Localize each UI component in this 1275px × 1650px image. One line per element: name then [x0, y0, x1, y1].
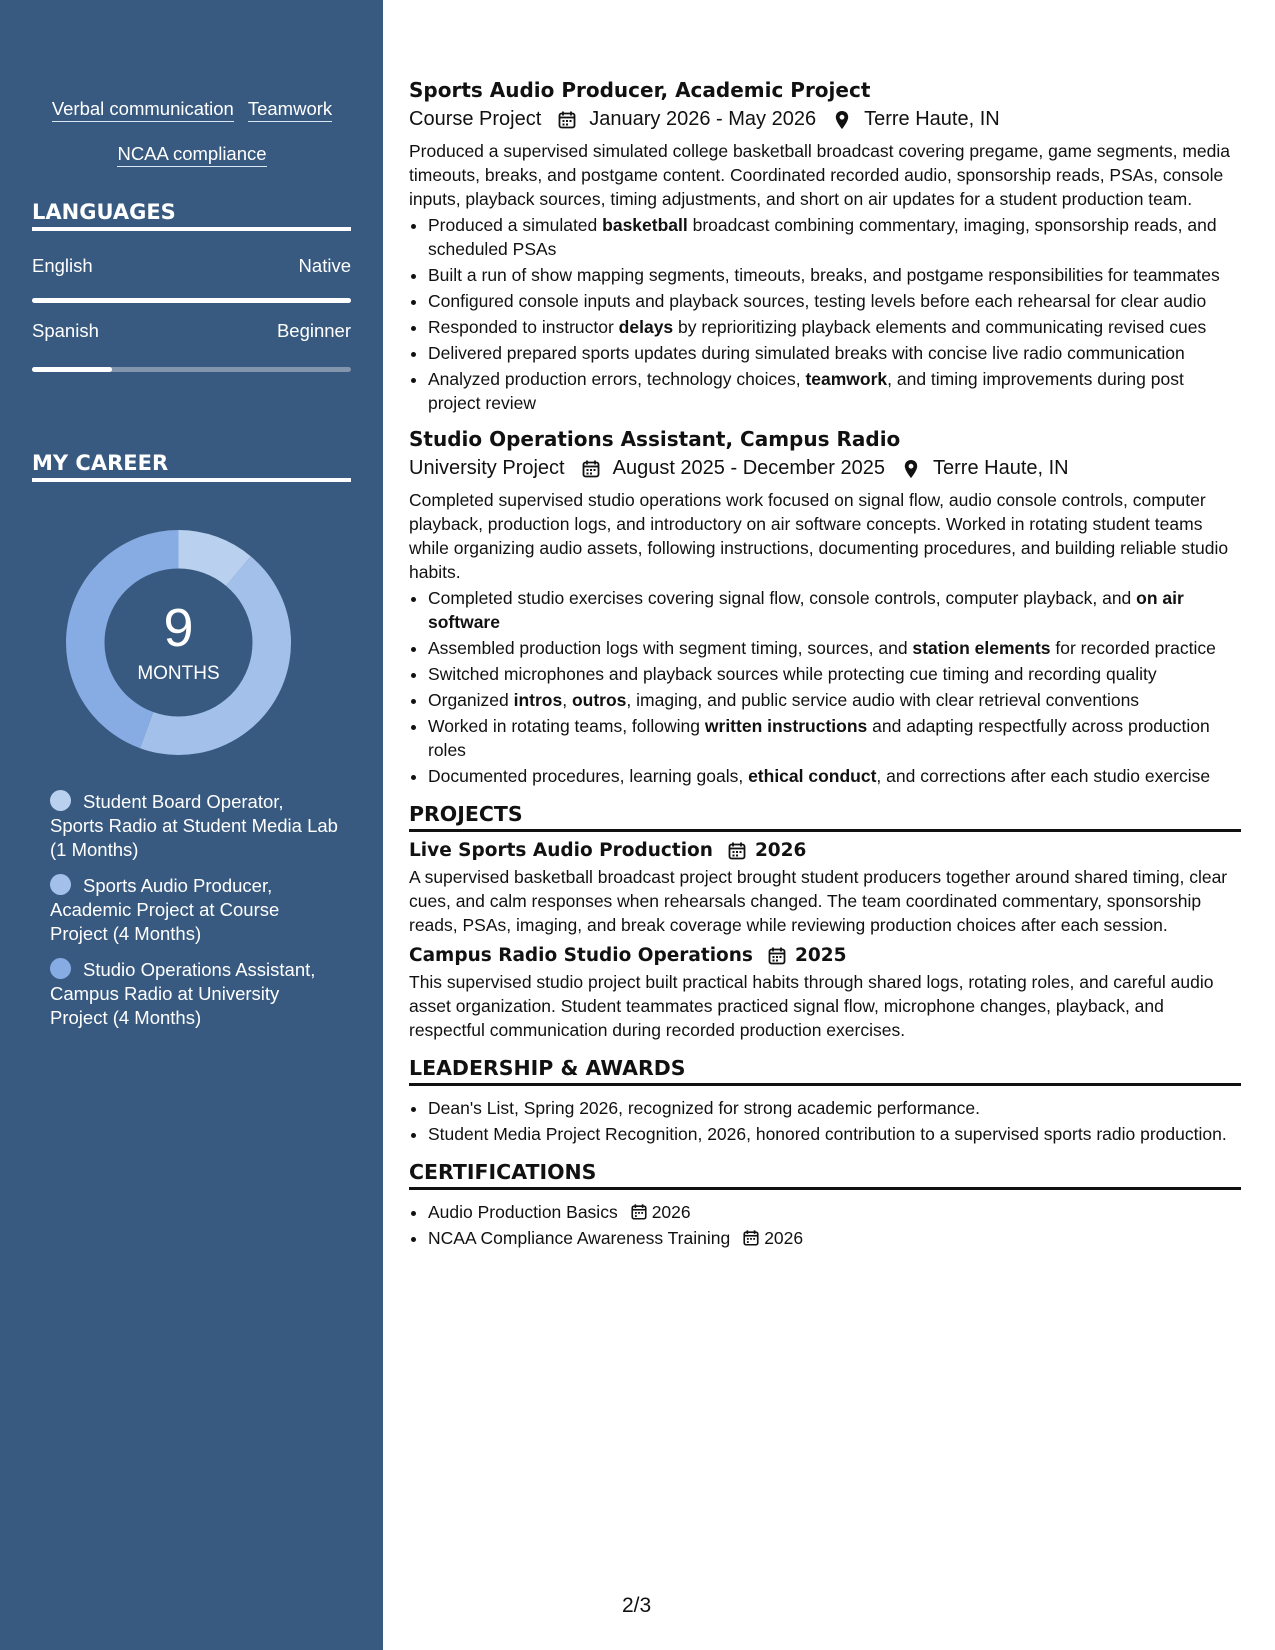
leadership-item: • Dean's List, Spring 2026, recognized for strong academic performance. — [428, 1096, 1241, 1120]
job-bullet: • Responded to instructor delays by reprioritizing playback elements and communicating revised cues — [428, 315, 1241, 339]
language-row — [32, 255, 351, 277]
career-item — [50, 790, 340, 862]
calendar-icon — [557, 110, 577, 130]
page-number: 2/3 — [622, 1594, 652, 1617]
certifications-heading: CERTIFICATIONS — [409, 1160, 1241, 1190]
job-org: University Project — [409, 457, 565, 479]
language-name: English — [32, 255, 93, 276]
sidebar — [0, 0, 383, 1650]
career-item-text: Studio Operations Assistant, Campus Radio at University Project (4 Months) — [50, 959, 316, 1028]
job-bullet: • Analyzed production errors, technology choices, teamwork, and timing improvements during post project review — [428, 367, 1241, 415]
language-level: Native — [298, 255, 351, 276]
project-description: This supervised studio project built practical habits through shared logs, rotating roles, and careful audio asset organization. Student teammates practiced signal flow, microphone changes, playback, and respectful communication during recorded production exercises. — [409, 972, 1214, 1040]
job-bullet: • Assembled production logs with segment timing, sources, and station elements for recorded practice — [428, 636, 1241, 660]
calendar-icon — [581, 459, 601, 479]
leadership-heading: LEADERSHIP & AWARDS — [409, 1056, 1241, 1086]
career-total-months: 9 — [163, 598, 194, 658]
project-title-row — [409, 945, 1241, 966]
calendar-icon — [630, 1203, 648, 1221]
job-title: Studio Operations Assistant, Campus Radio — [409, 427, 901, 451]
language-name: Spanish — [32, 320, 99, 341]
certifications-list — [409, 1200, 1241, 1250]
job-bullet: • Built a run of show mapping segments, timeouts, breaks, and postgame responsibilities for teammates — [428, 263, 1241, 287]
skill-tag: Verbal communication — [52, 97, 234, 122]
experience-entry — [409, 78, 1241, 415]
job-bullet: • Organized intros, outros, imaging, and public service audio with clear retrieval conventions — [428, 688, 1241, 712]
calendar-icon — [727, 841, 747, 861]
calendar-icon — [742, 1229, 760, 1247]
job-bullet: • Switched microphones and playback sources while protecting cue timing and recording quality — [428, 662, 1241, 686]
project-title: Live Sports Audio Production — [409, 840, 713, 861]
project-entry — [409, 840, 1241, 937]
skill-tag: Teamwork — [248, 97, 332, 122]
language-bar — [32, 298, 351, 303]
job-bullet: • Delivered prepared sports updates during simulated breaks with concise live radio communication — [428, 341, 1241, 365]
job-bullet: • Documented procedures, learning goals, ethical conduct, and corrections after each studio exercise — [428, 764, 1241, 788]
certification-item — [428, 1200, 1241, 1224]
language-bar-fill — [32, 298, 351, 303]
job-dates: August 2025 - December 2025 — [612, 457, 886, 479]
legend-dot — [50, 790, 71, 811]
language-row — [32, 320, 351, 342]
job-org: Course Project — [409, 108, 542, 130]
job-title: Sports Audio Producer, Academic Project — [409, 78, 871, 102]
project-description: A supervised basketball broadcast project brought student producers together around shared timing, clear cues, and calm responses when rehearsals changed. The team coordinated commentary, sponsorship reads, PSAs, imaging, and break coverage while reviewing production choices after each session. — [409, 867, 1228, 935]
project-year: 2025 — [794, 945, 847, 966]
projects-heading: PROJECTS — [409, 802, 1241, 832]
job-bullet: • Completed studio exercises covering signal flow, console controls, computer playback, and on air software — [428, 586, 1241, 634]
legend-dot — [50, 958, 71, 979]
project-entry — [409, 945, 1241, 1042]
career-legend — [50, 790, 340, 1042]
job-bullet: • Produced a simulated basketball broadcast combining commentary, imaging, sponsorship reads, and scheduled PSAs — [428, 213, 1241, 261]
job-bullets — [409, 213, 1241, 415]
skill-tag: NCAA compliance — [117, 142, 266, 167]
career-item — [50, 874, 340, 946]
job-meta — [409, 108, 1241, 131]
project-year: 2026 — [754, 840, 807, 861]
job-summary: Completed supervised studio operations work focused on signal flow, audio console controls, computer playback, production logs, and introductory on air software concepts. Worked in rotating student teams while organizing audio assets, following instructions, documenting procedures, and building reliable studio habits. — [409, 490, 1229, 582]
job-bullet: • Configured console inputs and playback sources, testing levels before each rehearsal for clear audio — [428, 289, 1241, 313]
career-heading: MY CAREER — [32, 451, 351, 482]
job-dates: January 2026 - May 2026 — [589, 108, 817, 130]
leadership-item: • Student Media Project Recognition, 2026, honored contribution to a supervised sports radio production. — [428, 1122, 1241, 1146]
certification-name: NCAA Compliance Awareness Training — [428, 1228, 731, 1248]
leadership-list — [409, 1096, 1241, 1146]
career-months-label: MONTHS — [137, 663, 220, 684]
job-bullets — [409, 586, 1241, 788]
legend-dot — [50, 874, 71, 895]
certification-year: 2026 — [651, 1202, 691, 1222]
certification-name: Audio Production Basics — [428, 1202, 618, 1222]
main-content — [409, 0, 1241, 1650]
job-location: Terre Haute, IN — [933, 457, 1069, 479]
languages-heading: LANGUAGES — [32, 200, 351, 231]
career-item-text: Student Board Operator, Sports Radio at Student Media Lab (1 Months) — [50, 791, 338, 860]
language-bar-fill — [32, 367, 112, 372]
career-item-text: Sports Audio Producer, Academic Project at Course Project (4 Months) — [50, 875, 280, 944]
experience-entry — [409, 427, 1241, 788]
language-level: Beginner — [276, 320, 351, 341]
calendar-icon — [767, 946, 787, 966]
job-meta — [409, 457, 1241, 480]
job-bullet: • Worked in rotating teams, following written instructions and adapting respectfully across production roles — [428, 714, 1241, 762]
certification-year: 2026 — [764, 1228, 804, 1248]
location-pin-icon — [832, 110, 852, 130]
language-bar — [32, 367, 351, 372]
project-title-row — [409, 840, 1241, 861]
job-summary: Produced a supervised simulated college basketball broadcast covering pregame, game segments, media timeouts, breaks, and postgame content. Coordinated recorded audio, sponsorship reads, PSAs, console inputs, playback sources, timing adjustments, and short on air updates for a student production team. — [409, 141, 1231, 209]
certification-item — [428, 1226, 1241, 1250]
project-title: Campus Radio Studio Operations — [409, 945, 753, 966]
job-location: Terre Haute, IN — [864, 108, 1000, 130]
skills-list — [24, 86, 360, 176]
career-item — [50, 958, 340, 1030]
location-pin-icon — [901, 459, 921, 479]
